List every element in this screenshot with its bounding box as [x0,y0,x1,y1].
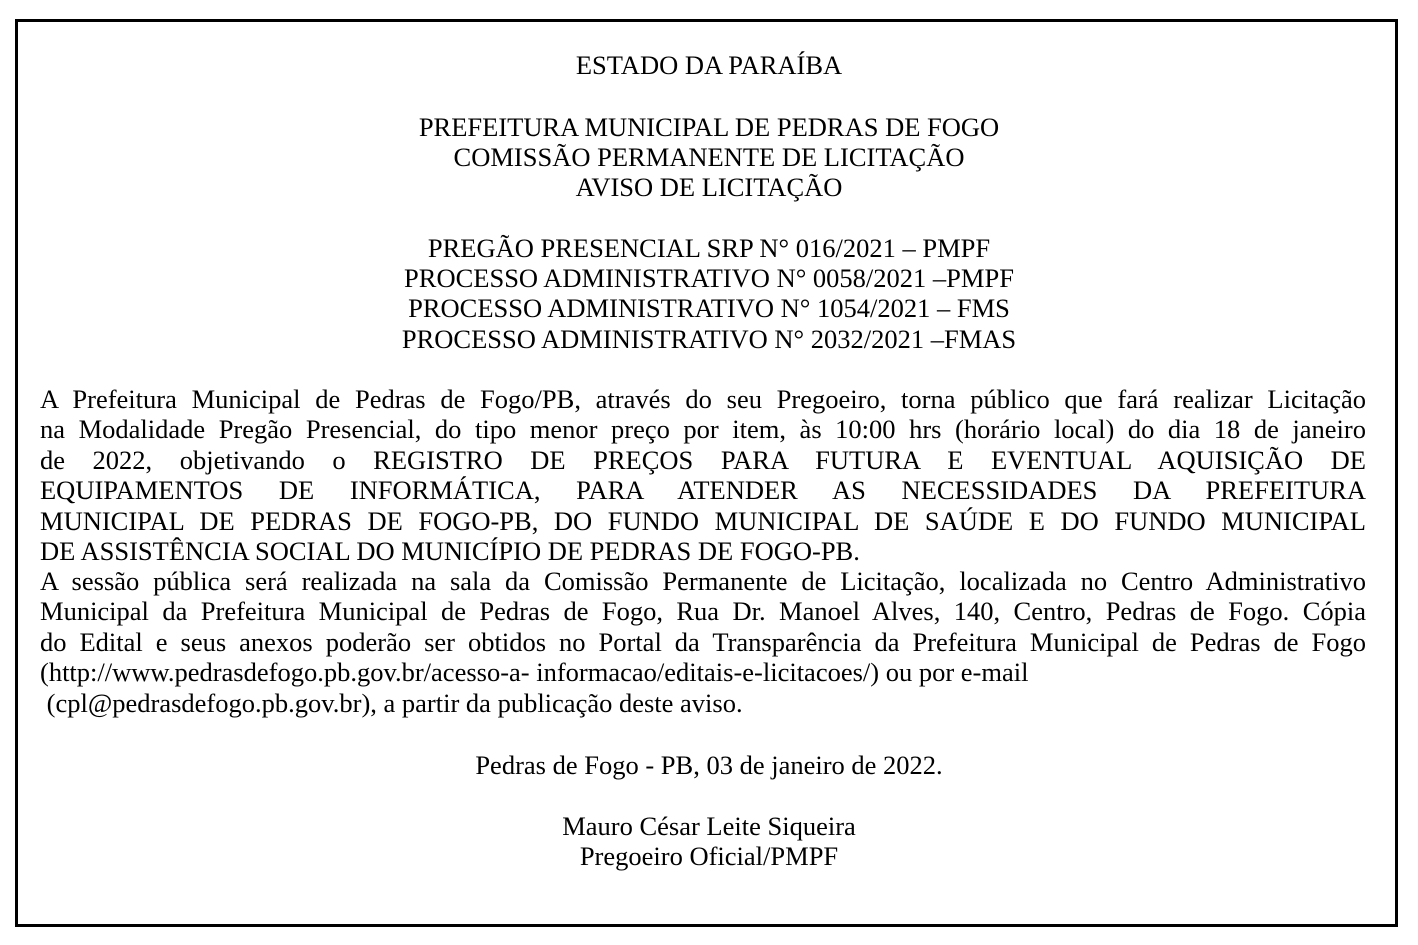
paragraph-1-line: A Prefeitura Municipal de Pedras de Fogo/PB, através do seu Pregoeiro, torna público que fará realizar Licitação [40,384,1366,414]
paragraph-1-line: na Modalidade Pregão Presencial, do tipo menor preço por item, às 10:00 hrs (horário local) do dia 18 de janeiro [40,414,1366,445]
prefecture-heading: PREFEITURA MUNICIPAL DE PEDRAS DE FOGO [418,112,1000,142]
process-line-fms: PROCESSO ADMINISTRATIVO N° 1054/2021 – FMS [408,293,1010,323]
paragraph-2-email-line: (cpl@pedrasdefogo.pb.gov.br), a partir da publicação deste aviso. [40,687,743,718]
state-heading: ESTADO DA PARAÍBA [575,50,843,80]
commission-heading: COMISSÃO PERMANENTE DE LICITAÇÃO [453,142,965,172]
paragraph-2-link-line: (http://www.pedrasdefogo.pb.gov.br/acesso-a- informacao/editais-e-licitacoes/) ou por e-mail [40,657,1029,688]
paragraph-2-line: Municipal da Prefeitura Municipal de Pedras de Fogo, Rua Dr. Manoel Alves, 140, Centro, Pedras de Fogo. Cópia [40,596,1366,627]
notice-paragraph-1 [40,384,1366,566]
process-line-pmpf: PROCESSO ADMINISTRATIVO N° 0058/2021 –PMPF [404,263,1014,293]
signer-role: Pregoeiro Oficial/PMPF [579,841,839,871]
paragraph-1-line: de 2022, objetivando o REGISTRO DE PREÇOS PARA FUTURA E EVENTUAL AQUISIÇÃO DE [40,444,1366,475]
paragraph-1-line: EQUIPAMENTOS DE INFORMÁTICA, PARA ATENDER AS NECESSIDADES DA PREFEITURA [40,475,1366,506]
place-date: Pedras de Fogo - PB, 03 de janeiro de 2022. [475,750,943,780]
paragraph-2-line: A sessão pública será realizada na sala da Comissão Permanente de Licitação, localizada no Centro Administrativo [40,566,1366,596]
paragraph-1-line: MUNICIPAL DE PEDRAS DE FOGO-PB, DO FUNDO MUNICIPAL DE SAÚDE E DO FUNDO MUNICIPAL [40,505,1366,536]
process-line-pregao: PREGÃO PRESENCIAL SRP N° 016/2021 – PMPF [427,233,991,263]
notice-title: AVISO DE LICITAÇÃO [575,172,843,202]
paragraph-1-line: DE ASSISTÊNCIA SOCIAL DO MUNICÍPIO DE PEDRAS DE FOGO-PB. [40,536,860,567]
notice-paragraph-2 [40,566,1366,718]
paragraph-2-line: do Edital e seus anexos poderão ser obtidos no Portal da Transparência da Prefeitura Municipal de Pedras de Fogo [40,626,1366,657]
process-line-fmas: PROCESSO ADMINISTRATIVO N° 2032/2021 –FMAS [401,324,1017,354]
signer-name: Mauro César Leite Siqueira [562,811,856,841]
